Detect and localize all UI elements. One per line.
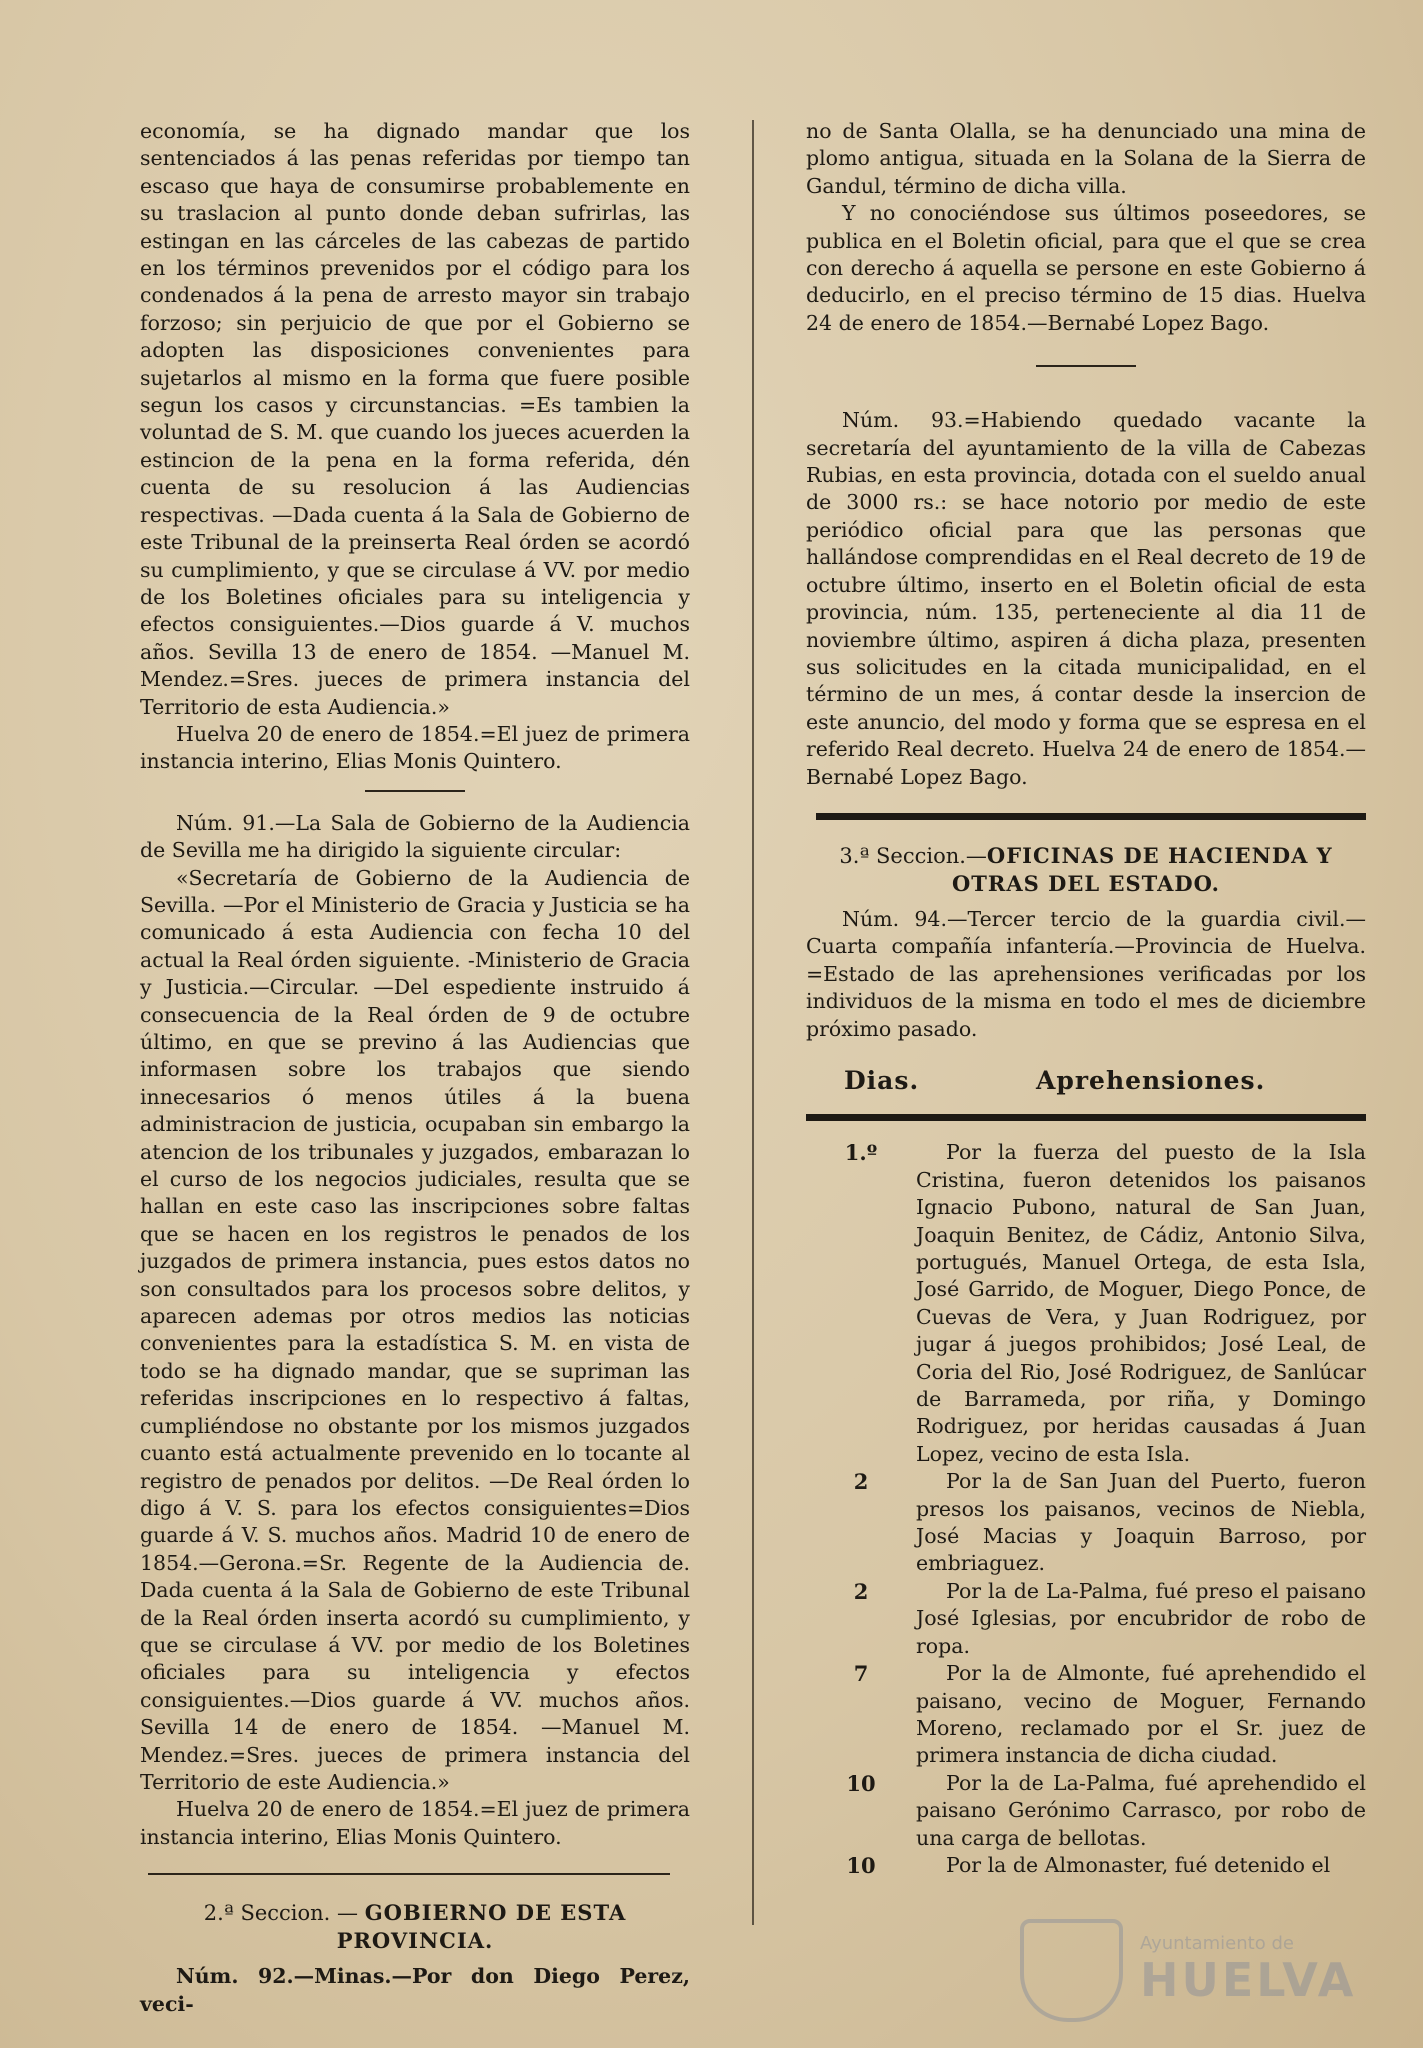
- shield-icon: [1020, 1919, 1123, 2022]
- right-column: [806, 118, 1366, 1879]
- section-2-title: GOBIERNO DE ESTA PROVINCIA.: [336, 1900, 627, 1954]
- paragraph-num-92: Núm. 92.—Minas.—Por don Diego Perez, veci-: [140, 1964, 690, 2016]
- row-day: 1.º: [844, 1140, 878, 1166]
- row-text: Por la de Almonaster, fué detenido el: [946, 1852, 1331, 1877]
- paragraph: Y no conociéndose sus últimos poseedores, se publica en el Boletin oficial, para que el que se crea con derecho á aquella se persone en este Gobierno á deducirlo, en el preciso término de 15 dias. Huelva 24 de enero de 1854.—Bernabé Lopez Bago.: [806, 201, 1366, 335]
- row-text: Por la fuerza del puesto de la Isla Cristina, fueron detenidos los paisanos Ignacio Pubono, natural de San Juan, Joaquin Benitez, de Cádiz, Antonio Silva, portugués, Manuel Ortega, de esta Isla, José Garrido, de Moguer, Diego Ponce, de Cuevas de Vera, y Juan Rodriguez, por jugar á juegos prohibidos; José Leal, de Coria del Rio, José Rodriguez, de Sanlúcar de Barrameda, por riña, y Domingo Rodriguez, por heridas causadas á Juan Lopez, vecino de esta Isla.: [916, 1140, 1366, 1466]
- signature-line: Huelva 20 de enero de 1854.=El juez de primera instancia interino, Elias Monis Quintero.: [140, 721, 690, 774]
- signature-line: Huelva 20 de enero de 1854.=El juez de primera instancia interino, Elias Monis Quintero.: [140, 1797, 690, 1849]
- heavy-rule: [816, 813, 1366, 820]
- table-row: [806, 1578, 1366, 1660]
- watermark-big: HUELVA: [1140, 1953, 1357, 2007]
- left-column: [140, 118, 690, 2018]
- row-text: Por la de Almonte, fué aprehendido el paisano, vecino de Moguer, Fernando Moreno, reclamado por el Sr. juez de primera instancia de dicha ciudad.: [916, 1661, 1366, 1768]
- separator: [365, 790, 465, 792]
- heavy-rule: [806, 1114, 1366, 1121]
- row-text: Por la de La-Palma, fué aprehendido el paisano Gerónimo Carrasco, por robo de una carga de bellotas.: [916, 1770, 1366, 1850]
- separator: [148, 1873, 670, 1875]
- section-3-title-line-1: OFICINAS DE HACIENDA Y: [986, 842, 1333, 868]
- row-day: 2: [853, 1578, 869, 1604]
- apprehensions-table: [806, 1139, 1366, 1879]
- header-days: Dias.: [844, 1065, 920, 1095]
- section-3-title-line-2: OTRAS DEL ESTADO.: [952, 870, 1220, 896]
- row-day: 7: [853, 1661, 869, 1687]
- row-day: 2: [853, 1469, 869, 1495]
- row-day: 10: [846, 1770, 876, 1796]
- row-day: 10: [846, 1852, 876, 1878]
- circular-text: «Secretaría de Gobierno de la Audiencia de Sevilla. —Por el Ministerio de Gracia y Justicia se ha comunicado á esta Audiencia con fecha 10 del actual la Real órden siguiente. -Ministerio de Gracia y Justicia.—Circular. —Del espediente instruido á consecuencia de la Real órden de 9 de octubre último, en que se previno á las Audiencias que informasen sobre los trabajos que siendo innecesarios ó menos útiles á la buena administracion de justicia, ocupaban sin embargo la atencion de los tribunales y juzgados, embarazan lo el curso de los negocios judiciales, resulta que se hallan en este caso las inscripciones sobre faltas que se hacen en los registros le penados de los juzgados de primera instancia, pues estos datos no son consultados para los procesos sobre delitos, y aparecen ademas por otros medios las noticias convenientes para la estadística S. M. en vista de todo se ha dignado mandar, que se supriman las referidas inscripciones en lo respectivo á faltas, cumpliéndose no obstante por los mismos juzgados cuanto está actualmente prevenido en lo tocante al registro de penados por delitos. —De Real órden lo digo á V. S. para los efectos consiguientes=Dios guarde á V. S. muchos años. Madrid 10 de enero de 1854.—Gerona.=Sr. Regente de la Audiencia de. Dada cuenta á la Sala de Gobierno de este Tribunal de la Real órden inserta acordó su cumplimiento, y que se circulase á VV. por medio de los Boletines oficiales para su inteligencia y efectos consiguientes.—Dios guarde á VV. muchos años. Sevilla 14 de enero de 1854. —Manuel M. Mendez.=Sres. jueces de primera instancia del Territorio de este Audiencia.»: [140, 865, 690, 1794]
- section-3-heading: [806, 842, 1366, 898]
- column-divider: [752, 120, 754, 1925]
- section-3-prefix: 3.ª Seccion.—: [839, 843, 987, 868]
- table-row: [806, 1139, 1366, 1468]
- section-2-prefix: 2.ª Seccion.: [203, 1901, 331, 1926]
- header-apprehensions: Aprehensiones.: [1036, 1065, 1266, 1095]
- paragraph-num-93: Núm. 93.=Habiendo quedado vacante la secretaría del ayuntamiento de la villa de Cabezas Rubias, en esta provincia, dotada con el sueldo anual de 3000 rs.: se hace notorio por medio de este periódico oficial para que las personas que hallándose comprendidas en el Real decreto de 19 de octubre último, inserto en el Boletin oficial de esta provincia, núm. 135, perteneciente al dia 11 de noviembre último, aspiren á dicha plaza, presenten sus solicitudes en la citada municipalidad, en el término de un mes, á contar desde la insercion de este anuncio, del modo y forma que se espresa en el referido Real decreto. Huelva 24 de enero de 1854.—Bernabé Lopez Bago.: [806, 408, 1366, 789]
- section-2-heading: 2.ª Seccion. — GOBIERNO DE ESTA PROVINCIA.: [203, 1900, 627, 1954]
- table-row: [806, 1770, 1366, 1852]
- paragraph-num-91: Núm. 91.—La Sala de Gobierno de la Audiencia de Sevilla me ha dirigido la siguiente circular:: [140, 810, 690, 863]
- paragraph-num-94: Núm. 94.—Tercer tercio de la guardia civil.—Cuarta compañía infantería.—Provincia de Huelva. =Estado de las aprehensiones verificadas por los individuos de la misma en todo el mes de diciembre próximo pasado.: [806, 906, 1366, 1041]
- table-row: [806, 1852, 1366, 1879]
- paragraph: economía, se ha dignado mandar que los sentenciados á las penas referidas por tiempo tan escaso que haya de consumirse probablemente en su traslacion al punto donde deban sufrirlas, las estingan en las cárceles de las cabezas de partido en los términos prevenidos por el código para los condenados á la pena de arresto mayor sin trabajo forzoso; sin perjuicio de que por el Gobierno se adopten las disposiciones convenientes para sujetarlos al mismo en la forma que fuere posible segun los casos y circunstancias. =Es tambien la voluntad de S. M. que cuando los jueces acuerden la estincion de la pena en la forma referida, dén cuenta de su resolucion á las Audiencias respectivas. —Dada cuenta á la Sala de Gobierno de este Tribunal de la preinserta Real órden se acordó su cumplimiento, y que se circulase á VV. por medio de los Boletines oficiales para su inteligencia y efectos consiguientes.—Dios guarde á V. muchos años. Sevilla 13 de enero de 1854. —Manuel M. Mendez.=Sres. jueces de primera instancia del Territorio de esta Audiencia.»: [140, 119, 690, 719]
- table-row: [806, 1660, 1366, 1770]
- table-row: [806, 1468, 1366, 1578]
- separator: [1036, 365, 1136, 367]
- watermark: [1020, 1915, 1360, 2015]
- table-header: [806, 1067, 1366, 1094]
- row-text: Por la de San Juan del Puerto, fueron presos los paisanos, vecinos de Niebla, José Macias y Joaquin Barroso, por embriaguez.: [916, 1469, 1366, 1576]
- row-text: Por la de La-Palma, fué preso el paisano José Iglesias, por encubridor de robo de ropa.: [916, 1578, 1366, 1658]
- paragraph: no de Santa Olalla, se ha denunciado una mina de plomo antigua, situada en la Solana de la Sierra de Gandul, término de dicha villa.: [806, 119, 1366, 198]
- watermark-small: Ayuntamiento de: [1140, 1933, 1294, 1954]
